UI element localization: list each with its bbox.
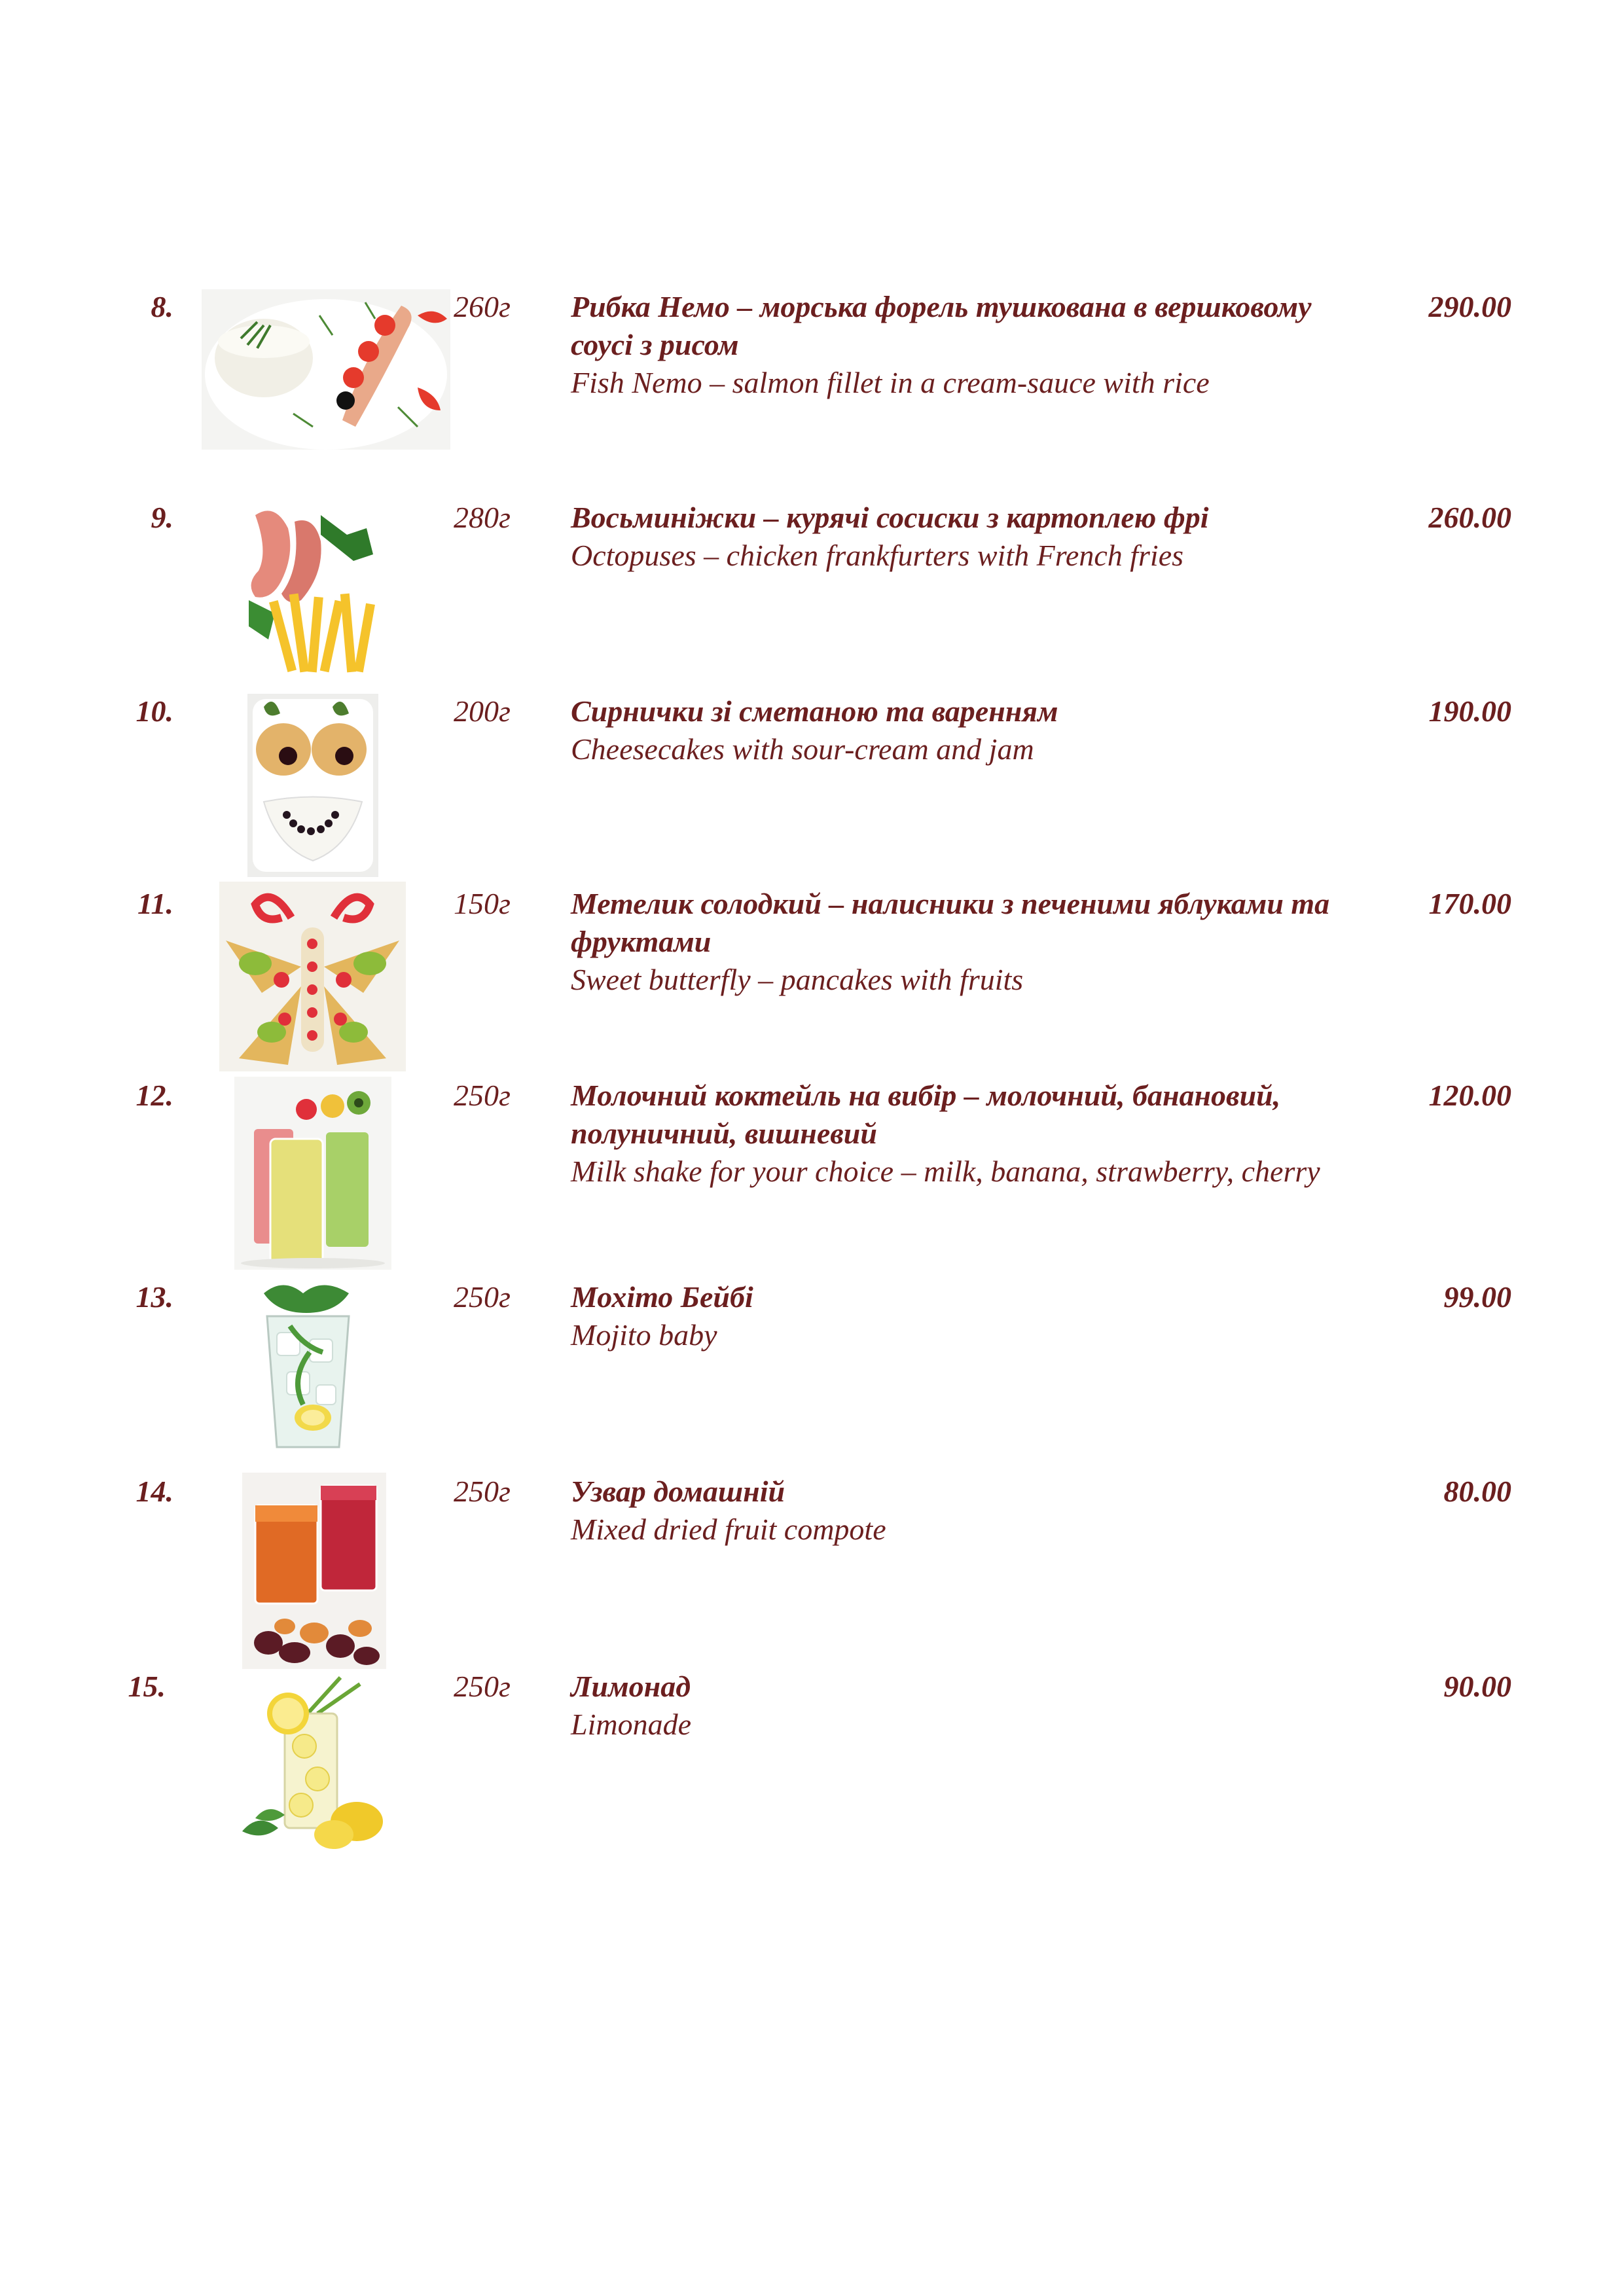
item-title-en: Octopuses – chicken frankfurters with French fries [571, 539, 1184, 572]
item-description [571, 288, 1376, 402]
item-price: 170.00 [1428, 887, 1511, 920]
item-weight: 260г [454, 290, 511, 323]
item-description [571, 1473, 1376, 1549]
item-weight: 280г [454, 501, 511, 534]
mojito-glass-icon [251, 1280, 365, 1457]
item-number: 11. [137, 887, 173, 920]
item-description [571, 1668, 1376, 1744]
item-description [571, 1278, 1376, 1354]
compote-glasses-icon [242, 1473, 386, 1669]
item-title-en: Fish Nemo – salmon fillet in a cream-sauce with rice [571, 366, 1210, 399]
item-title-en: Milk shake for your choice – milk, banana, strawberry, cherry [571, 1155, 1320, 1188]
item-number: 9. [151, 501, 173, 534]
fish-rice-plate-icon [202, 289, 450, 450]
item-title-en: Sweet butterfly – pancakes with fruits [571, 963, 1024, 996]
item-description [571, 692, 1376, 768]
item-title-ua: Сирнички зі сметаною та варенням [571, 694, 1058, 728]
item-weight: 250г [454, 1079, 511, 1112]
item-price: 190.00 [1428, 694, 1511, 728]
item-price: 290.00 [1428, 290, 1511, 323]
item-price: 90.00 [1443, 1670, 1511, 1703]
item-title-ua: Узвар домашній [571, 1475, 785, 1508]
item-description [571, 499, 1376, 575]
sausage-fries-plate-icon [242, 502, 386, 675]
item-number: 13. [135, 1280, 173, 1314]
item-title-ua: Мохіто Бейбі [571, 1280, 753, 1314]
item-description [571, 885, 1376, 999]
item-title-ua: Рибка Немо – морська форель тушкована в вершковому соусі з рисом [571, 290, 1312, 361]
item-title-en: Mojito baby [571, 1318, 717, 1352]
item-title-ua: Молочний коктейль на вибір – молочний, банановий, полуничний, вишневий [571, 1079, 1281, 1150]
item-weight: 250г [454, 1475, 511, 1508]
pancake-butterfly-icon [219, 882, 406, 1071]
item-price: 260.00 [1428, 501, 1511, 534]
item-number: 12. [135, 1079, 173, 1112]
milkshake-glasses-icon [234, 1077, 391, 1270]
item-weight: 200г [454, 694, 511, 728]
item-title-en: Cheesecakes with sour-cream and jam [571, 732, 1034, 766]
item-price: 120.00 [1428, 1079, 1511, 1112]
item-price: 99.00 [1443, 1280, 1511, 1314]
item-price: 80.00 [1443, 1475, 1511, 1508]
item-weight: 150г [454, 887, 511, 920]
item-title-ua: Восьминіжки – курячі сосиски з картоплею фрі [571, 501, 1209, 534]
item-number: 10. [135, 694, 173, 728]
item-title-en: Mixed dried fruit compote [571, 1513, 886, 1546]
item-description [571, 1077, 1376, 1191]
item-title-en: Limonade [571, 1708, 691, 1741]
cheesecakes-face-plate-icon [247, 694, 378, 877]
item-weight: 250г [454, 1670, 511, 1703]
item-title-ua: Метелик солодкий – налисники з печеними яблуками та фруктами [571, 887, 1330, 958]
item-number: 14. [135, 1475, 173, 1508]
lemonade-glass-icon [236, 1674, 396, 1851]
item-number: 8. [151, 290, 173, 323]
item-weight: 250г [454, 1280, 511, 1314]
item-number: 15. [128, 1670, 166, 1703]
item-title-ua: Лимонад [571, 1670, 691, 1703]
